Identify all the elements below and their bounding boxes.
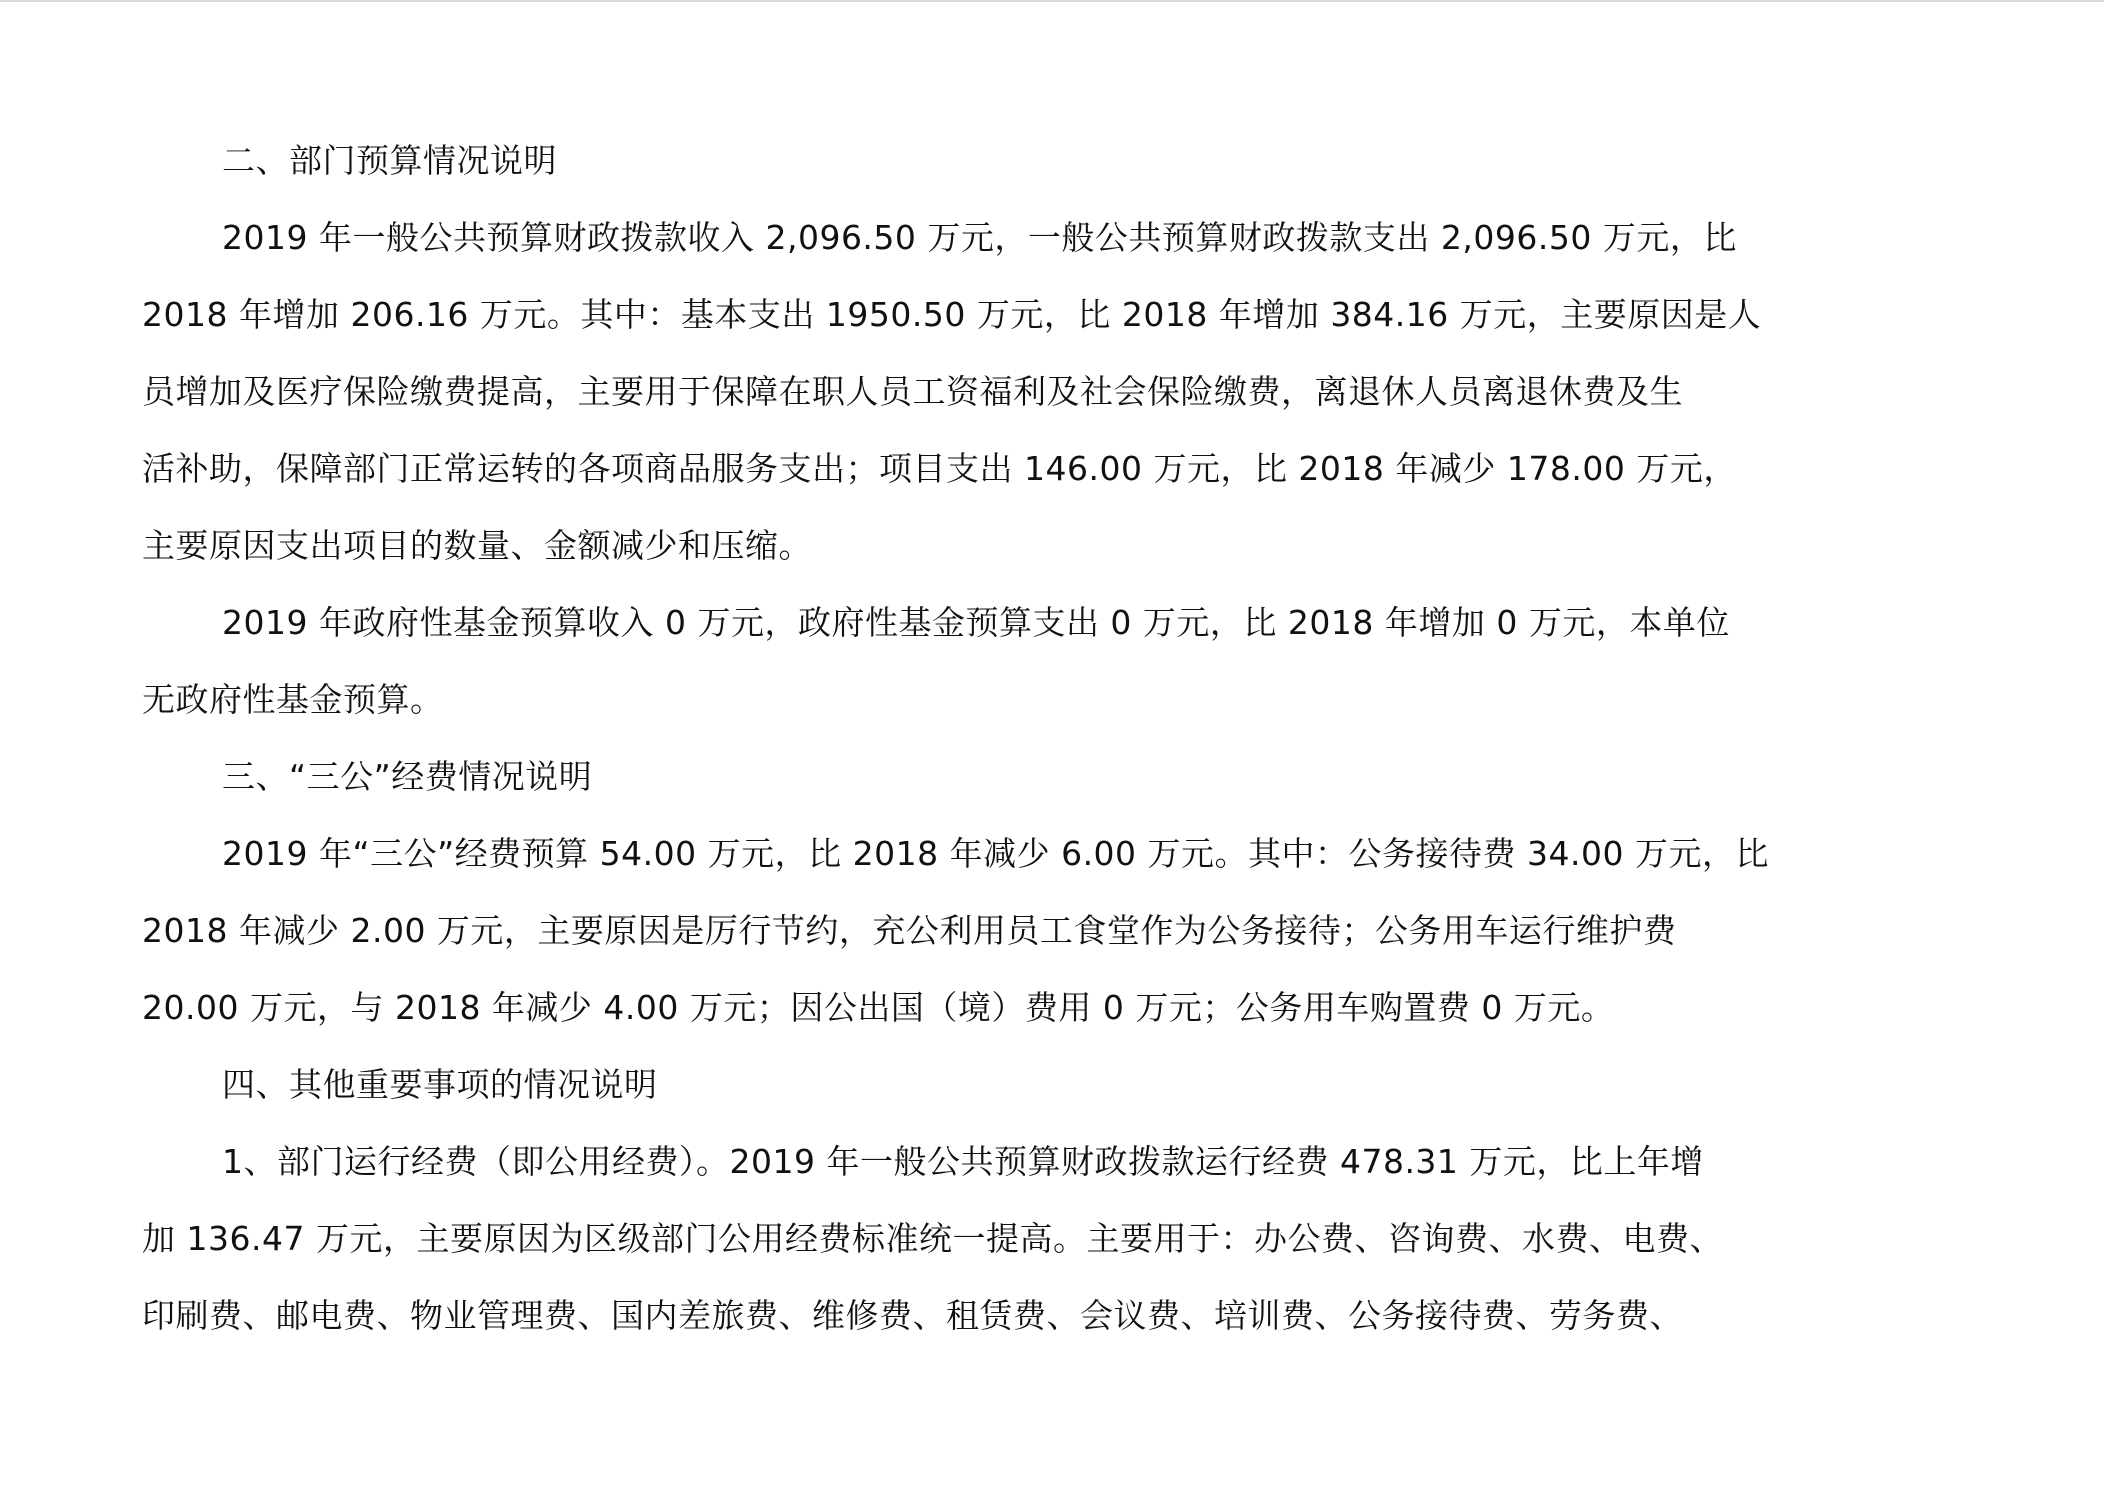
paragraph-line: 2019 年一般公共预算财政拨款收入 2,096.50 万元，一般公共预算财政拨款支出 2,096.50 万元，比 xyxy=(222,218,1737,257)
section-heading-other-matters: 四、其他重要事项的情况说明 xyxy=(222,1065,658,1104)
section-heading-three-public: 三、“三公”经费情况说明 xyxy=(222,757,593,796)
paragraph-line: 员增加及医疗保险缴费提高，主要用于保障在职人员工资福利及社会保险缴费，离退休人员离退休费及生 xyxy=(142,372,1683,411)
paragraph-line: 2018 年增加 206.16 万元。其中：基本支出 1950.50 万元，比 2018 年增加 384.16 万元，主要原因是人 xyxy=(142,295,1762,334)
paragraph-line: 印刷费、邮电费、物业管理费、国内差旅费、维修费、租赁费、会议费、培训费、公务接待费、劳务费、 xyxy=(142,1296,1683,1335)
paragraph-line: 2018 年减少 2.00 万元，主要原因是厉行节约，充公利用员工食堂作为公务接待；公务用车运行维护费 xyxy=(142,911,1677,950)
paragraph-line: 主要原因支出项目的数量、金额减少和压缩。 xyxy=(142,526,812,565)
paragraph-line: 1、部门运行经费（即公用经费）。2019 年一般公共预算财政拨款运行经费 478.31 万元，比上年增 xyxy=(222,1142,1704,1181)
document-body xyxy=(142,122,1962,1354)
paragraph-line: 20.00 万元，与 2018 年减少 4.00 万元；因公出国（境）费用 0 万元；公务用车购置费 0 万元。 xyxy=(142,988,1615,1027)
paragraph-line: 2019 年政府性基金预算收入 0 万元，政府性基金预算支出 0 万元，比 2018 年增加 0 万元，本单位 xyxy=(222,603,1730,642)
paragraph-line: 加 136.47 万元，主要原因为区级部门公用经费标准统一提高。主要用于：办公费、咨询费、水费、电费、 xyxy=(142,1219,1723,1258)
paragraph-line: 2019 年“三公”经费预算 54.00 万元，比 2018 年减少 6.00 万元。其中：公务接待费 34.00 万元，比 xyxy=(222,834,1769,873)
paragraph-line: 无政府性基金预算。 xyxy=(142,680,444,719)
section-heading-budget: 二、部门预算情况说明 xyxy=(222,141,557,180)
paragraph-line: 活补助，保障部门正常运转的各项商品服务支出；项目支出 146.00 万元，比 2018 年减少 178.00 万元， xyxy=(142,449,1737,488)
